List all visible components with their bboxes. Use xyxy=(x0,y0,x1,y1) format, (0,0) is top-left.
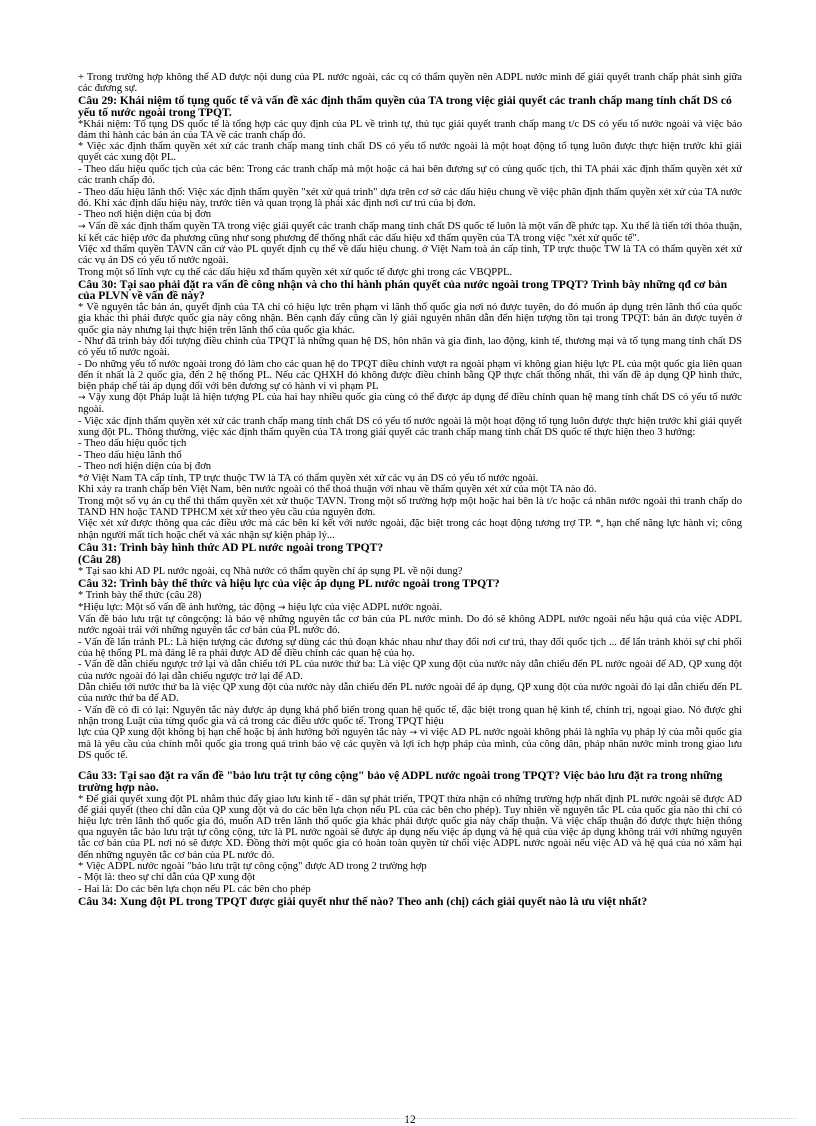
paragraph-text: Vấn đề xác định thẩm quyền TA trong việc giải quyết các tranh chấp mang tính chất DS quốc tế luôn là một vấn đề phức tạp. Xu thế là tiến tới thỏa thuận, kí kết các hiệp ước đa phương cũng như song phương để thống nhất các dấu hiệu xđ thẩm quyền của TA trong việc "xét xử quốc tế". xyxy=(78,220,742,244)
paragraph-text: Vậy xung đột Pháp luật là hiện tượng PL của hai hay nhiều quốc gia cùng có thể được áp dụng để điều chỉnh quan hệ mang tính chất DS có yếu tố nước ngoài. xyxy=(78,392,742,416)
paragraph: * Để giải quyết xung đột PL nhằm thúc đẩy giao lưu kinh tế - dân sự phát triển, TPQT thừa nhận có những trường hợp nhất định PL nước ngoài sẽ được AD để giải quyết (theo chỉ dẫn của QP xung đột và do các bên lựa chọn nếu PL của các bên cho phép). Tuy nhiên về nguyên tắc PL của quốc gia nào thì chỉ có hiệu lực trên lãnh thổ quốc gia đó, muốn AD trên lãnh thổ quốc gia khác phải được quốc gia này chấp thuận. Và việc chấp thuận đó được thực hiện thông qua nguyên tắc bảo lưu trật tự công cộng, tức là PL nước ngoài sẽ được áp dụng nếu việc áp dụng và hệ quả của việc áp dụng không trái với những nguyên tắc cơ bản của PL nơi nó sẽ được XD. Đồng thời một quốc gia có hoàn toàn quyền từ chối việc ADPL nước ngoài nếu việc AD và hệ quả của nó xâm hại đến những nguyên tắc cơ bản của PL nước đó. xyxy=(78,794,742,861)
paragraph: * Tại sao khi AD PL nước ngoài, cq Nhà nước có thẩm quyền chỉ áp sụng PL về nội dung? xyxy=(78,566,463,578)
arrow-paragraph xyxy=(78,392,742,415)
paragraph: *Khái niệm: Tố tụng DS quốc tế là tổng hợp các quy định của PL về trình tự, thủ tục giải quyết tranh chấp mang t/c DS có yếu tố nước ngoài và việc bảo đảm thi hành các bản án của TA về các tranh chấp đó. xyxy=(78,118,742,141)
right-arrow-icon: → xyxy=(277,602,286,613)
paragraph: * Việc ADPL nước ngoài "bảo lưu trật tự công cộng" được AD trong 2 trường hợp xyxy=(78,860,427,872)
paragraph: Vấn đề bảo lưu trật tự côngcộng: là bảo vệ những nguyên tắc cơ bản của PL nước mình. Do đó sẽ không ADPL nước ngoài nếu hậu quả của việc ADPL nước ngoài trái với những nguyên tắc cơ bản của PL nước đó. xyxy=(78,614,742,637)
paragraph: - Theo nơi hiện diện của bị đơn xyxy=(78,461,212,473)
paragraph: - Do những yếu tố nước ngoài trong đó làm cho các quan hệ do TPQT điều chỉnh vượt ra ngoài phạm vi không gian hiệu lực PL của một quốc gia liên quan đến ít nhất là 2 quốc gia, đến 2 hệ thống PL. Nếu các QHXH đó không được điều chỉnh bằng QP thực chất thống nhất, thì vấn đề áp dụng QP hình thức, biện pháp chế tài áp dụng đối với bên đương sự có hành vi vi phạm PL xyxy=(78,358,742,392)
document-body xyxy=(78,72,742,908)
paragraph: * Việc xác định thẩm quyền xét xử các tranh chấp mang tính chất DS có yếu tố nước ngoài là một hoạt động tố tụng luôn được thực hiện trước khi giải quyết các xung đột PL. xyxy=(78,141,742,164)
paragraph: - Theo dấu hiệu quốc tịch của các bên: Trong các tranh chấp mà một hoặc cả hai bên đương sự có cùng quốc tịch, thì TA phải xác định thẩm quyền xét xử các tranh chấp đó. xyxy=(78,163,742,187)
right-arrow-icon: → xyxy=(78,393,86,404)
paragraph: - Một là: theo sự chỉ dẫn của QP xung đột xyxy=(78,872,256,884)
paragraph: - Việc xác định thẩm quyền xét xử các tranh chấp mang tính chất DS có yếu tố nước ngoài là một hoạt động tố tụng luôn được thực hiện trước khi giải quyết xung đột PL. Thông thường, việc xác định thẩm quyền của TA trong giải quyết các tranh chấp mang tính chất DS quốc tế thực hiện theo 3 hướng: xyxy=(78,415,742,438)
paragraph: - Hai là: Do các bên lựa chọn nếu PL các bên cho phép xyxy=(78,883,311,895)
paragraph-lead-text: *Hiệu lực: Một số vấn đề ảnh hưởng, tác động xyxy=(78,601,276,613)
paragraph-lead-text: lực của QP xung đột không bị hạn chế hoặc bị ảnh hưởng bởi nguyên tắc này xyxy=(78,727,407,739)
page-number: 12 xyxy=(404,1114,416,1126)
question-heading: Câu 31: Trình bày hình thức AD PL nước ngoài trong TPQT? xyxy=(78,540,384,554)
paragraph: - Theo dấu hiệu lãnh thổ: Việc xác định thẩm quyền "xét xử quá trình" dựa trên cơ sở các dấu hiệu chung về việc phân định thẩm quyền xét xử của TA nước đó. Khi xác định dấu hiệu này, trước tiên và quan trọng là phải xác định nơi cư trú của bị đơn. xyxy=(78,186,742,209)
question-heading: Câu 32: Trình bày thể thức và hiệu lực của việc áp dụng PL nước ngoài trong TPQT? xyxy=(78,577,500,591)
document-page xyxy=(78,72,743,1126)
paragraph: * Trình bày thể thức (câu 28) xyxy=(78,590,202,602)
paragraph: Khi xảy ra tranh chấp bên Việt Nam, bên nước ngoài có thể thoả thuận với nhau về thẩm quyền xét xử của một TA nào đó. xyxy=(78,484,597,496)
paragraph: Việc xét xử được thông qua các điều ước mà các bên kí kết với nước ngoài, đặc biệt trong các hoạt động tương trợ TP. *, hạn chế năng lực hành vi; công nhận người mất tích hoặc chết và xác nhận sự kiện pháp lý... xyxy=(78,518,742,541)
right-arrow-icon: → xyxy=(409,728,418,739)
page-bottom-rule xyxy=(20,1118,796,1119)
paragraph: Việc xđ thẩm quyền TAVN căn cứ vào PL quyết định cụ thể về dấu hiệu chung. ở Việt Nam toà án cấp tỉnh, TP trực thuộc TW là TA có thẩm quyền xét xử các vụ án DS có yếu tố nước ngoài. xyxy=(78,244,742,267)
question-heading: Câu 34: Xung đột PL trong TPQT được giải quyết như thế nào? Theo anh (chị) cách giải quyết nào là ưu việt nhất? xyxy=(78,895,648,909)
paragraph: - Theo dấu hiệu quốc tịch xyxy=(78,438,187,450)
paragraph: - Vấn đề có đi có lại: Nguyên tắc này được áp dụng khá phổ biến trong quan hệ quốc tế, đặc biệt trong quan hệ kinh tế, chính trị, ngoại giao. Nó được ghi nhận trong Luật của từng quốc gia và cả trong các điều ước quốc tế. Trong TPQT hiệu xyxy=(78,704,742,727)
paragraph: - Vấn đề dẫn chiếu ngược trở lại và dẫn chiếu tới PL của nước thứ ba: Là việc QP xung đột của nước này dẫn chiếu đến PL nước ngoài để AD, QP xung đột của nước ngoài đó lại dẫn chiếu ngược trở lại để AD. xyxy=(78,659,742,682)
arrow-paragraph xyxy=(78,221,742,244)
paragraph-text: vì việc AD PL nước ngoài không phải là nghĩa vụ pháp lý của mỗi quốc gia mà là yêu cầu của chính mỗi quốc gia trong quá trình bảo vệ các quyền và lợi ích hợp pháp của mình, của công dân, pháp nhân nước mình trong giao lưu DS quốc tế. xyxy=(78,727,743,762)
arrow-paragraph xyxy=(78,727,742,761)
paragraph: - Như đã trình bày đối tượng điều chỉnh của TPQT là những quan hệ DS, hôn nhân và gia đình, lao động, kinh tế, thương mại và tố tụng mang tính chất DS có yếu tố nước ngoài. xyxy=(78,336,742,359)
paragraph: Trong một số lĩnh vực cụ thể các dấu hiệu xđ thẩm quyền xét xử quốc tế được ghi trong các VBQPPL. xyxy=(78,266,513,278)
paragraph: Dẫn chiếu tới nước thứ ba là việc QP xung đột của nước này dẫn chiếu đến PL nước ngoài để áp dụng, QP xung đột của nước ngoài đó lại dẫn chiếu đến PL của nước thứ ba để AD. xyxy=(78,682,742,705)
arrow-paragraph xyxy=(78,602,742,614)
question-heading: Câu 30: Tại sao phải đặt ra vấn đề công nhận và cho thi hành phán quyết của nước ngoài trong TPQT? Trình bày những qđ cơ bản của PLVN về vấn đề này? xyxy=(78,277,728,303)
paragraph: - Theo nơi hiện diện của bị đơn xyxy=(78,209,212,221)
paragraph: - Theo dấu hiệu lãnh thổ xyxy=(78,449,182,461)
paragraph: + Trong trường hợp không thể AD được nội dung của PL nước ngoài, các cq có thẩm quyền nên ADPL nước mình để giải quyết tranh chấp phát sinh giữa các đương sự. xyxy=(78,72,742,95)
paragraph: - Vấn đề lẩn tránh PL: Là hiện tượng các đương sự dùng các thủ đoạn khác nhau như thay đổi nơi cư trú, thay đổi quốc tịch ... để lẩn tránh khỏi sự chi phối của hệ thống PL mà đáng lẽ ra phải được AD để điều chỉnh các quan hệ của họ. xyxy=(78,636,742,659)
question-heading: Câu 29: Khái niệm tố tụng quốc tế và vấn đề xác định thẩm quyền của TA trong việc giải quyết các tranh chấp mang tính chất DS có yếu tố nước ngoài trong TPQT. xyxy=(78,94,732,119)
question-heading: Câu 33: Tại sao đặt ra vấn đề "bảo lưu trật tự công cộng" bảo vệ ADPL nước ngoài trong TPQT? Việc bảo lưu đặt ra trong những trường hợp nào. xyxy=(78,769,723,795)
paragraph-text: hiệu lực của việc ADPL nước ngoài. xyxy=(288,601,443,613)
paragraph: * Về nguyên tắc bản án, quyết định của TA chỉ có hiệu lực trên phạm vi lãnh thổ quốc gia nơi nó được tuyên, do đó muốn áp dụng trên lãnh thổ của quốc gia khác thì phải được quốc gia này công nhận. Bên cạnh đấy cũng cần lý giải nguyên nhân dẫn đến hiện tượng tồn tại trong TPQT: bản án được tuyên ở quốc gia này nhưng lại thực hiện trên lãnh thổ của quốc gia khác. xyxy=(78,302,742,336)
paragraph: Trong một số vụ án cụ thể thì thẩm quyền xét xử thuộc TAVN. Trong một số trường hợp một hoặc hai bên là t/c hoặc cá nhân nước ngoài thì tranh chấp do TAND HN hoặc TAND TPHCM xét xử theo yêu cầu của nguyên đơn. xyxy=(78,495,742,518)
paragraph: *ở Việt Nam TA cấp tỉnh, TP trực thuộc TW là TA có thẩm quyền xét xử các vụ án DS có yếu tố nước ngoài. xyxy=(78,472,539,484)
question-heading: (Câu 28) xyxy=(78,553,121,567)
right-arrow-icon: → xyxy=(78,221,86,232)
